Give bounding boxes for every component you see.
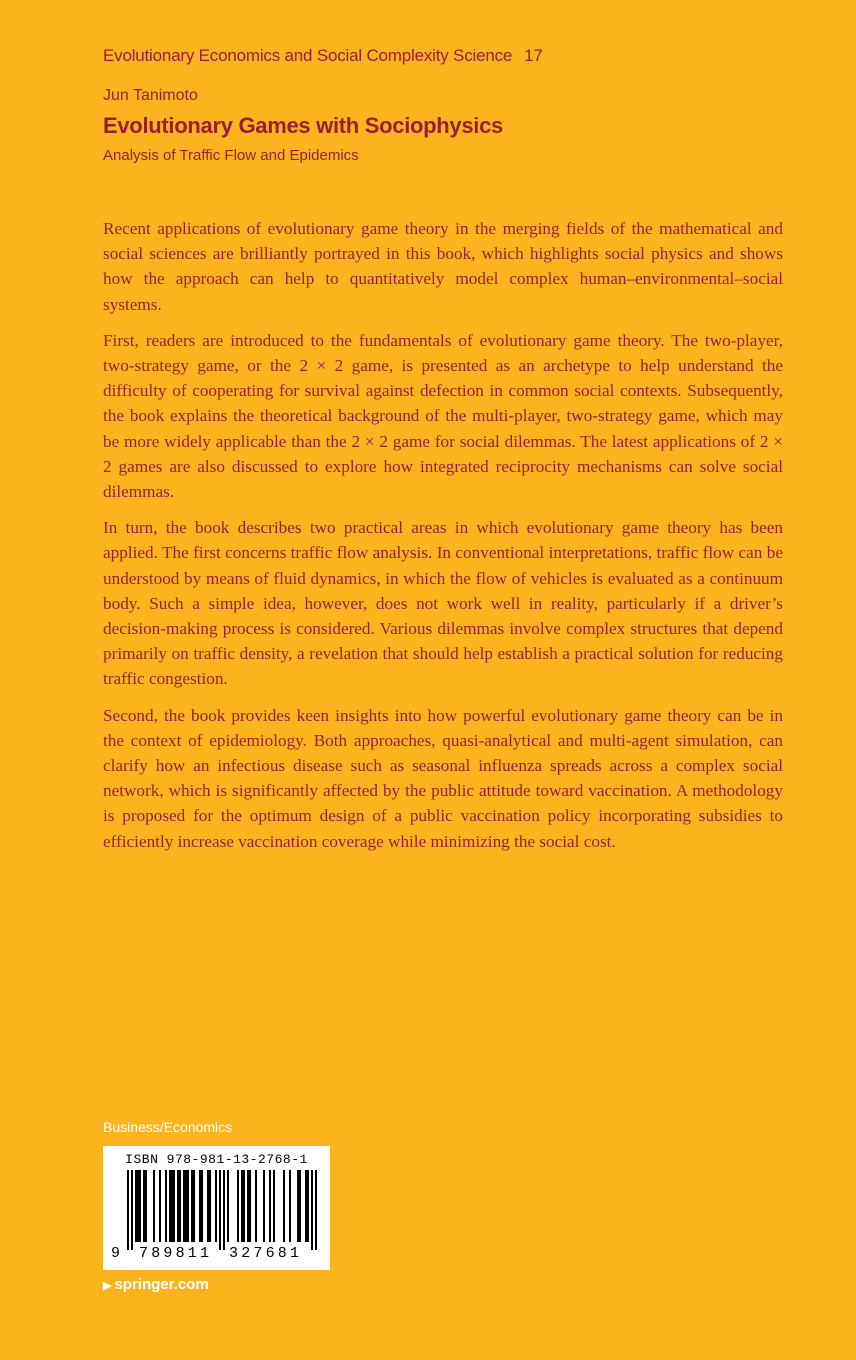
barcode-bar (169, 1170, 171, 1242)
barcode-bar (299, 1170, 301, 1242)
isbn-barcode (103, 1146, 330, 1270)
barcode-bar (145, 1170, 147, 1242)
barcode-bar (289, 1170, 291, 1242)
barcode-bar (237, 1170, 239, 1242)
series-number: 17 (524, 46, 543, 65)
ean-digits-left: 789811 (139, 1245, 213, 1262)
barcode-bars (127, 1170, 317, 1250)
description-paragraph-4: Second, the book provides keen insights into how powerful evolutionary game theory can be in the context of epidemiology. Both approaches, quasi-analytical and multi-agent simulation, can clarify how an infectious disease such as seasonal influenza spreads across a complex social network, which is significantly affected by the public attitude toward vaccination. A methodology is proposed for the optimum design of a public vaccination policy incorporating subsidies to efficiently increase vaccination coverage while minimizing the social cost. (103, 705, 783, 851)
barcode-bar (255, 1170, 257, 1242)
barcode-bar (269, 1170, 271, 1242)
barcode-bar (153, 1170, 155, 1242)
barcode-bar (241, 1170, 243, 1242)
barcode-bar (215, 1170, 217, 1242)
barcode-bar (307, 1170, 309, 1242)
barcode-bar (201, 1170, 203, 1242)
publisher-link[interactable] (103, 1276, 209, 1293)
barcode-bar (207, 1170, 209, 1242)
series-name: Evolutionary Economics and Social Complexity Science (103, 46, 513, 65)
barcode-bar (297, 1170, 299, 1242)
description-paragraph-3: In turn, the book describes two practical areas in which evolutionary game theory has been applied. The first concerns traffic flow analysis. In conventional interpretations, traffic flow can be understood by means of fluid dynamics, in which the flow of vehicles is evaluated as a continuum body. Such a simple idea, however, does not work well in reality, particularly if a driver’s decision-making process is considered. Various dilemmas involve complex structures that depend primarily on traffic density, a revelation that should help establish a practical solution for reducing traffic congestion. (103, 518, 783, 689)
triangle-right-icon: ▶ (103, 1280, 112, 1292)
barcode-bar (171, 1170, 173, 1242)
subject-category: Business/Economics (103, 1119, 233, 1135)
book-subtitle: Analysis of Traffic Flow and Epidemics (103, 147, 359, 164)
barcode-bar (243, 1170, 245, 1242)
publisher-url: springer.com (114, 1276, 209, 1293)
barcode-bar (199, 1170, 201, 1242)
ean-digit-first: 9 (111, 1245, 121, 1262)
ean-digits-right: 327681 (229, 1245, 303, 1262)
series-title (103, 46, 543, 66)
barcode-bar (143, 1170, 145, 1242)
barcode-bar (165, 1170, 167, 1242)
isbn-label: ISBN 978-981-13-2768-1 (125, 1152, 308, 1167)
barcode-bar (249, 1170, 251, 1242)
barcode-bar (193, 1170, 195, 1242)
barcode-bar (187, 1170, 189, 1242)
barcode-bar (311, 1170, 313, 1250)
barcode-bar (127, 1170, 129, 1250)
barcode-bar (137, 1170, 139, 1242)
barcode-bar (177, 1170, 179, 1242)
barcode-bar (159, 1170, 161, 1242)
barcode-bar (139, 1170, 141, 1242)
author-name: Jun Tanimoto (103, 87, 198, 104)
barcode-bar (223, 1170, 225, 1250)
barcode-bar (315, 1170, 317, 1250)
barcode-bar (183, 1170, 185, 1242)
barcode-bar (191, 1170, 193, 1242)
barcode-bar (227, 1170, 229, 1242)
barcode-bar (219, 1170, 221, 1250)
description-paragraph-2: First, readers are introduced to the fundamentals of evolutionary game theory. The two-player, two-strategy game, or the 2 × 2 game, is presented as an archetype to help understand the difficulty of cooperating for survival against defection in common social contexts. Subsequently, the book explains the theoretical background of the multi-player, two-strategy game, which may be more widely applicable than the 2 × 2 game for social dilemmas. The latest applications of 2 × 2 games are also discussed to explore how integrated reciprocity mechanisms can solve social dilemmas. (103, 330, 783, 502)
barcode-bar (173, 1170, 175, 1242)
barcode-bar (263, 1170, 265, 1242)
barcode-bar (185, 1170, 187, 1242)
barcode-bar (131, 1170, 133, 1250)
barcode-bar (283, 1170, 285, 1242)
description-paragraph-1: Recent applications of evolutionary game theory in the merging fields of the mathematical and social sciences are brilliantly portrayed in this book, which highlights social physics and shows how the approach can help to quantitatively model complex human–environmental–social systems. (103, 219, 783, 314)
book-description (103, 216, 783, 865)
barcode-bar (135, 1170, 137, 1242)
barcode-bar (247, 1170, 249, 1242)
barcode-bar (305, 1170, 307, 1242)
book-title: Evolutionary Games with Sociophysics (103, 113, 503, 138)
barcode-bar (209, 1170, 211, 1242)
barcode-bar (273, 1170, 275, 1242)
barcode-bar (179, 1170, 181, 1242)
